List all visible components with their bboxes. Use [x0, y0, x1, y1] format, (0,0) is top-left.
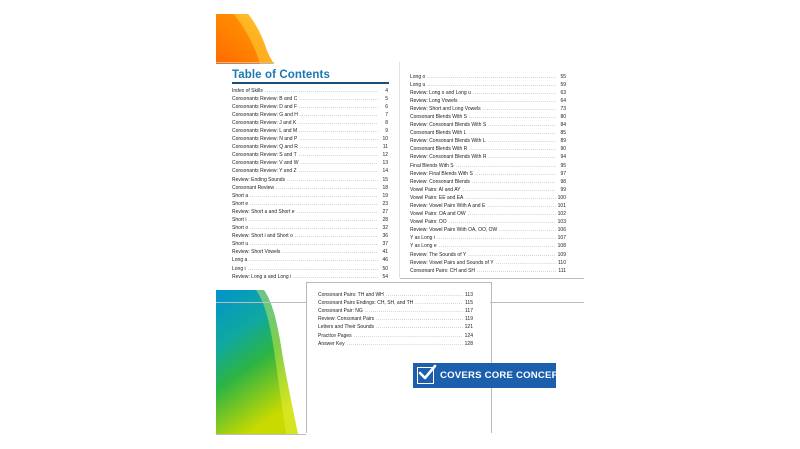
- toc-entry: [232, 159, 388, 167]
- toc-entry: [232, 175, 388, 183]
- toc-leader-dots: [427, 75, 556, 81]
- toc-entry-page: 36: [382, 233, 388, 240]
- toc-entry-page: 18: [382, 184, 388, 191]
- toc-entry-page: 27: [382, 208, 388, 215]
- toc-leader-dots: [300, 113, 378, 119]
- toc-entry-page: 63: [560, 89, 566, 96]
- toc-bottom-column: [318, 290, 473, 347]
- toc-entry-label: Consonants Review: B and C: [232, 95, 298, 102]
- toc-entry-label: Long o: [410, 73, 426, 80]
- toc-entry-label: Long i: [232, 265, 246, 272]
- toc-entry: [232, 216, 388, 224]
- toc-entry: [318, 339, 473, 347]
- toc-entry: [318, 290, 473, 298]
- toc-entry-page: 73: [560, 105, 566, 112]
- toc-leader-dots: [460, 99, 556, 105]
- toc-leader-dots: [299, 105, 378, 111]
- orange-color-band: [216, 14, 274, 64]
- toc-entry-page: 110: [558, 259, 566, 266]
- toc-entry-page: 106: [557, 227, 566, 234]
- toc-entry: [410, 137, 566, 145]
- toc-entry: [410, 145, 566, 153]
- toc-entry-page: 5: [385, 95, 388, 102]
- toc-leader-dots: [488, 139, 556, 145]
- toc-entry: [410, 234, 566, 242]
- page-divider-line: [490, 302, 584, 303]
- toc-entry: [410, 242, 566, 250]
- toc-entry-label: Review: The Sounds of Y: [410, 251, 467, 258]
- toc-entry: [410, 121, 566, 129]
- toc-entry-label: Consonants Review: L and M: [232, 127, 298, 134]
- toc-entry-page: 59: [560, 81, 566, 88]
- toc-leader-dots: [298, 121, 378, 127]
- toc-entry: [410, 193, 566, 201]
- toc-entry-label: Review: Vowel Pairs and Sounds of Y: [410, 259, 494, 266]
- page-divider-line: [216, 302, 306, 303]
- toc-entry: [410, 177, 566, 185]
- toc-entry-label: Vowel Pairs: OA and OW: [410, 211, 466, 218]
- toc-entry-page: 124: [464, 332, 473, 339]
- toc-leader-dots: [250, 242, 378, 248]
- toc-leader-dots: [456, 164, 556, 170]
- toc-leader-dots: [468, 253, 555, 259]
- toc-leader-dots: [287, 178, 378, 184]
- toc-entry-label: Y as Long e: [410, 243, 437, 250]
- toc-entry-label: Consonant Pairs: CH and SH: [410, 267, 476, 274]
- toc-entry-label: Review: Short and Long Vowels: [410, 105, 481, 112]
- toc-entry: [232, 207, 388, 215]
- page-title: Table of Contents: [232, 69, 330, 81]
- toc-entry-label: Practice Pages: [318, 332, 352, 339]
- toc-entry: [232, 102, 388, 110]
- toc-entry-page: 102: [557, 211, 566, 218]
- toc-entry-label: Review: Consonant Blends: [410, 178, 471, 185]
- toc-entry: [232, 240, 388, 248]
- toc-leader-dots: [365, 309, 463, 315]
- toc-leader-dots: [437, 236, 556, 242]
- toc-entry-label: Consonants Review: N and P: [232, 136, 298, 143]
- toc-entry-label: Short u: [232, 241, 249, 248]
- toc-leader-dots: [300, 161, 378, 167]
- toc-leader-dots: [300, 145, 378, 151]
- toc-entry: [232, 143, 388, 151]
- toc-entry-page: 128: [464, 340, 473, 347]
- toc-entry-label: Review: Vowel Pairs With A and E: [410, 203, 486, 209]
- toc-leader-dots: [248, 218, 378, 224]
- page-divider-line: [400, 278, 584, 279]
- toc-entry: [410, 72, 566, 80]
- toc-leader-dots: [427, 83, 556, 89]
- toc-entry-page: 32: [382, 225, 388, 232]
- toc-entry: [410, 202, 566, 210]
- toc-leader-dots: [468, 131, 556, 137]
- toc-entry-page: 7: [385, 111, 388, 118]
- toc-leader-dots: [295, 234, 378, 240]
- toc-entry: [318, 323, 473, 331]
- toc-entry: [232, 167, 388, 175]
- toc-leader-dots: [465, 196, 555, 202]
- toc-entry-page: 54: [382, 273, 388, 280]
- toc-entry-page: 108: [557, 243, 566, 250]
- toc-entry: [232, 118, 388, 126]
- toc-entry-page: 9: [385, 127, 388, 134]
- toc-entry-page: 64: [560, 97, 566, 104]
- toc-entry: [410, 80, 566, 88]
- toc-entry-page: 113: [465, 291, 473, 298]
- toc-leader-dots: [248, 267, 378, 273]
- toc-entry-page: 90: [560, 146, 566, 153]
- toc-leader-dots: [376, 317, 463, 323]
- toc-leader-dots: [276, 186, 378, 192]
- toc-leader-dots: [299, 137, 378, 143]
- toc-entry: [232, 199, 388, 207]
- toc-entry-label: Consonant Review: [232, 184, 274, 191]
- toc-leader-dots: [293, 275, 378, 281]
- toc-entry-label: Consonants Review: G and H: [232, 111, 298, 118]
- toc-leader-dots: [250, 202, 378, 208]
- toc-entry: [232, 126, 388, 134]
- covers-core-concepts-badge: [413, 363, 571, 388]
- toc-entry-label: Review: Consonant Blends With S: [410, 122, 487, 129]
- toc-entry-page: 50: [382, 265, 388, 272]
- toc-entry-label: Review: Vowel Pairs With OA, OO, OW: [410, 227, 498, 234]
- toc-entry-page: 117: [465, 307, 473, 314]
- toc-entry-label: Review: Long Vowels: [410, 97, 458, 104]
- toc-entry-page: 46: [382, 257, 388, 264]
- toc-entry: [410, 250, 566, 258]
- toc-entry-label: Consonants Review: J and K: [232, 119, 297, 126]
- toc-entry: [232, 191, 388, 199]
- toc-left-column: [232, 86, 388, 280]
- toc-entry: [410, 266, 566, 274]
- toc-entry: [318, 298, 473, 306]
- toc-entry-page: 80: [560, 113, 566, 120]
- toc-entry-page: 28: [382, 217, 388, 223]
- toc-entry-label: Review: Short i and Short o: [232, 233, 293, 240]
- toc-leader-dots: [469, 115, 556, 121]
- toc-entry: [410, 210, 566, 218]
- toc-entry-page: 107: [557, 235, 566, 242]
- toc-entry: [232, 272, 388, 280]
- toc-entry-page: 101: [557, 203, 566, 209]
- toc-entry: [410, 88, 566, 96]
- toc-leader-dots: [415, 301, 463, 307]
- toc-leader-dots: [488, 155, 556, 161]
- toc-leader-dots: [469, 147, 556, 153]
- toc-leader-dots: [299, 169, 378, 175]
- toc-leader-dots: [499, 228, 555, 234]
- toc-leader-dots: [250, 194, 378, 200]
- toc-entry: [232, 86, 388, 94]
- toc-entry: [318, 315, 473, 323]
- toc-entry-page: 14: [382, 168, 388, 175]
- toc-entry-page: 103: [557, 219, 566, 226]
- toc-entry-label: Answer Key: [318, 340, 345, 347]
- toc-leader-dots: [376, 325, 463, 331]
- toc-leader-dots: [354, 334, 463, 340]
- toc-leader-dots: [299, 97, 378, 103]
- toc-entry-page: 37: [382, 241, 388, 248]
- toc-leader-dots: [439, 244, 556, 250]
- toc-entry-label: Short a: [232, 192, 249, 199]
- toc-entry: [232, 232, 388, 240]
- toc-entry: [410, 185, 566, 193]
- toc-entry-label: Review: Final Blends With S: [410, 170, 473, 177]
- toc-entry: [410, 96, 566, 104]
- page-divider-line: [216, 62, 274, 63]
- toc-entry-page: 119: [465, 316, 473, 323]
- toc-entry: [318, 331, 473, 339]
- toc-entry-label: Consonants Review: D and F: [232, 103, 298, 110]
- toc-leader-dots: [249, 258, 378, 264]
- toc-entry-label: Consonant Pairs: TH and WH: [318, 291, 384, 298]
- toc-leader-dots: [473, 91, 556, 97]
- toc-entry-label: Vowel Pairs: AI and AY: [410, 186, 461, 193]
- toc-right-column: [410, 72, 566, 274]
- toc-entry-page: 84: [560, 122, 566, 129]
- toc-entry-label: Consonants Review: V and W: [232, 160, 299, 167]
- toc-leader-dots: [250, 226, 378, 232]
- toc-leader-dots: [475, 172, 556, 178]
- toc-entry-label: Short o: [232, 225, 249, 232]
- toc-entry-page: 97: [560, 170, 566, 177]
- toc-leader-dots: [487, 204, 555, 210]
- toc-entry-page: 15: [382, 176, 388, 183]
- toc-entry-page: 111: [558, 267, 566, 274]
- toc-entry: [410, 153, 566, 161]
- toc-entry-page: 55: [560, 73, 566, 80]
- toc-entry-page: 12: [382, 152, 388, 159]
- toc-leader-dots: [386, 293, 463, 299]
- toc-entry-page: 8: [385, 119, 388, 126]
- toc-entry-page: 121: [464, 324, 473, 331]
- toc-leader-dots: [282, 250, 378, 256]
- toc-entry-page: 41: [382, 249, 388, 256]
- toc-entry: [410, 169, 566, 177]
- toc-leader-dots: [299, 153, 378, 159]
- toc-entry-label: Vowel Pairs: OO: [410, 219, 447, 226]
- toc-entry-page: 19: [382, 192, 388, 199]
- toc-entry: [232, 151, 388, 159]
- toc-entry: [232, 248, 388, 256]
- toc-entry: [410, 258, 566, 266]
- toc-entry-label: Long u: [410, 81, 426, 88]
- toc-entry-page: 98: [560, 178, 566, 185]
- toc-leader-dots: [483, 107, 556, 113]
- toc-entry-label: Short e: [232, 200, 249, 207]
- toc-entry-label: Long a: [232, 257, 248, 264]
- toc-leader-dots: [463, 188, 557, 194]
- toc-entry-label: Consonant Blends With S: [410, 113, 467, 120]
- toc-entry: [410, 226, 566, 234]
- toc-entry: [232, 94, 388, 102]
- toc-entry-label: Review: Long o and Long u: [410, 89, 471, 96]
- toc-entry-page: 89: [560, 138, 566, 145]
- toc-entry: [410, 129, 566, 137]
- toc-entry: [410, 104, 566, 112]
- toc-entry-label: Consonants Review: Y and Z: [232, 168, 297, 175]
- toc-entry-label: Index of Skills: [232, 87, 263, 94]
- toc-entry-label: Consonant Pair: NG: [318, 307, 363, 314]
- toc-leader-dots: [347, 342, 463, 348]
- toc-entry-label: Vowel Pairs: EE and EA: [410, 194, 464, 201]
- toc-entry-page: 13: [382, 160, 388, 167]
- toc-leader-dots: [299, 129, 378, 135]
- toc-leader-dots: [496, 261, 556, 267]
- toc-leader-dots: [468, 212, 556, 218]
- toc-entry-label: Consonant Pairs Endings: CH, SH, and TH: [318, 299, 414, 306]
- toc-entry: [232, 256, 388, 264]
- toc-entry-label: Letters and Their Sounds: [318, 324, 375, 331]
- title-underline: [232, 82, 389, 84]
- toc-leader-dots: [297, 210, 378, 216]
- toc-entry-page: 23: [382, 200, 388, 207]
- toc-entry: [410, 218, 566, 226]
- toc-entry: [410, 112, 566, 120]
- toc-entry-page: 10: [382, 136, 388, 143]
- page-divider-line: [216, 434, 306, 435]
- toc-entry-page: 99: [560, 186, 566, 193]
- toc-entry-page: 115: [465, 299, 473, 306]
- toc-entry-page: 4: [385, 87, 388, 94]
- toc-leader-dots: [477, 269, 556, 275]
- toc-leader-dots: [449, 220, 556, 226]
- toc-entry: [232, 264, 388, 272]
- toc-entry: [232, 135, 388, 143]
- toc-entry-label: Review: Short a and Short e: [232, 208, 295, 215]
- toc-entry-page: 100: [557, 194, 566, 201]
- toc-entry-label: Review: Consonant Pairs: [318, 316, 375, 323]
- toc-entry-page: 11: [382, 144, 388, 151]
- toc-entry-label: Consonant Blends With R: [410, 146, 468, 153]
- toc-entry-label: Final Blends With S: [410, 162, 454, 169]
- toc-entry-label: Short i: [232, 217, 247, 223]
- toc-entry: [318, 306, 473, 314]
- toc-entry: [232, 224, 388, 232]
- toc-entry-label: Y as Long i: [410, 235, 435, 242]
- toc-entry: [232, 183, 388, 191]
- toc-entry-page: 95: [560, 162, 566, 169]
- green-blue-color-band: [216, 290, 298, 434]
- toc-entry-label: Consonants Review: S and T: [232, 152, 297, 159]
- checkbox-check-icon: [417, 367, 434, 384]
- toc-entry-label: Consonant Blends With L: [410, 130, 467, 137]
- toc-entry: [232, 110, 388, 118]
- toc-entry-page: 109: [557, 251, 566, 258]
- toc-entry-label: Consonants Review: Q and R: [232, 144, 298, 151]
- toc-entry: [410, 161, 566, 169]
- toc-leader-dots: [265, 89, 378, 95]
- toc-entry-label: Review: Short Vowels: [232, 249, 281, 256]
- toc-entry-label: Review: Long a and Long i: [232, 273, 292, 280]
- toc-entry-page: 85: [560, 130, 566, 137]
- toc-leader-dots: [472, 180, 556, 186]
- toc-leader-dots: [488, 123, 556, 129]
- toc-entry-label: Review: Ending Sounds: [232, 176, 286, 183]
- toc-entry-label: Review: Consonant Blends With L: [410, 138, 486, 145]
- badge-label: COVERS CORE CONCEPTS: [440, 370, 571, 381]
- toc-entry-page: 94: [560, 154, 566, 161]
- toc-entry-page: 6: [385, 103, 388, 110]
- toc-entry-label: Review: Consonant Blends With R: [410, 154, 487, 161]
